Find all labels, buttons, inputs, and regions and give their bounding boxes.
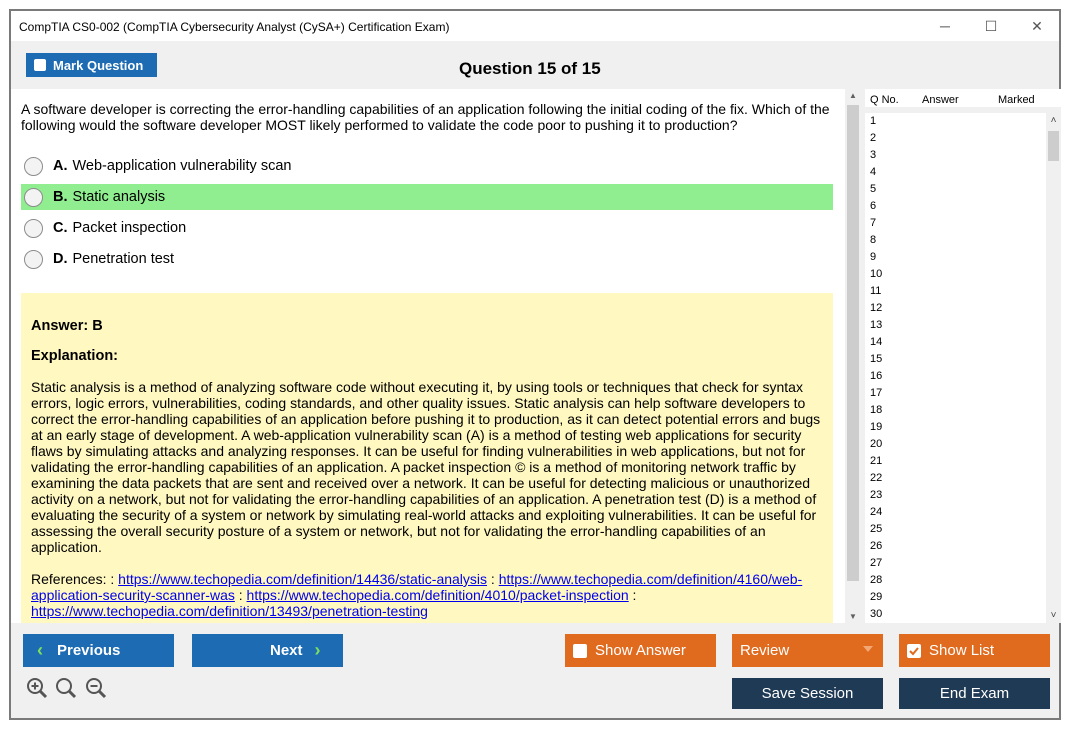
question-list-row[interactable]: 13: [870, 319, 883, 331]
option-text: Penetration test: [72, 251, 175, 267]
option-d[interactable]: [21, 246, 833, 272]
column-answer: Answer: [922, 94, 959, 106]
show-list-button[interactable]: [899, 634, 1050, 667]
option-text: Static analysis: [72, 189, 166, 205]
exam-window: [9, 9, 1061, 720]
question-list-row[interactable]: 3: [870, 149, 877, 161]
option-a[interactable]: [21, 153, 833, 179]
checkbox-checked-icon[interactable]: [907, 644, 921, 658]
question-list-row[interactable]: 10: [870, 268, 883, 280]
end-exam-button[interactable]: [899, 678, 1050, 709]
review-label: Review: [740, 642, 790, 659]
question-list-row[interactable]: 15: [870, 353, 883, 365]
question-list-row[interactable]: 5: [870, 183, 877, 195]
reference-separator: :: [234, 587, 247, 603]
checkbox-icon[interactable]: [573, 644, 587, 658]
reference-link[interactable]: https://www.techopedia.com/definition/4160/web-application-security-scanner-was: [31, 571, 803, 603]
question-list-row[interactable]: 25: [870, 523, 883, 535]
column-marked: Marked: [998, 94, 1035, 106]
zoom-reset-icon[interactable]: [55, 677, 77, 699]
references-label: References: :: [31, 571, 119, 587]
review-dropdown[interactable]: [732, 634, 883, 667]
question-list-row[interactable]: 18: [870, 404, 883, 416]
question-list-row[interactable]: 7: [870, 217, 877, 229]
save-session-button[interactable]: [732, 678, 883, 709]
next-label: Next: [270, 642, 303, 659]
scroll-up-icon[interactable]: ▲: [849, 91, 857, 100]
scroll-thumb[interactable]: [1048, 131, 1059, 161]
content-scrollbar[interactable]: [845, 89, 861, 623]
radio-icon[interactable]: [24, 219, 43, 238]
show-answer-button[interactable]: [565, 634, 716, 667]
reference-link[interactable]: https://www.techopedia.com/definition/4010/packet-inspection: [246, 587, 629, 603]
title-bar: [11, 11, 1059, 41]
checkbox-icon: [34, 59, 46, 71]
question-list-row[interactable]: 24: [870, 506, 883, 518]
question-list-row[interactable]: 22: [870, 472, 883, 484]
question-toolbar: [11, 41, 861, 89]
question-list-row[interactable]: 11: [870, 285, 882, 297]
chevron-down-icon[interactable]: ˅: [1050, 610, 1057, 621]
option-b[interactable]: [21, 184, 833, 210]
save-session-label: Save Session: [761, 685, 854, 702]
radio-icon[interactable]: [24, 157, 43, 176]
question-list-row[interactable]: 29: [870, 591, 883, 603]
question-list-row[interactable]: 28: [870, 574, 883, 586]
next-button[interactable]: [192, 634, 343, 667]
reference-link[interactable]: https://www.techopedia.com/definition/13493/penetration-testing: [31, 603, 428, 619]
explanation-heading: Explanation:: [31, 348, 119, 364]
question-list-row[interactable]: 17: [870, 387, 883, 399]
previous-label: Previous: [57, 642, 121, 659]
zoom-in-icon[interactable]: [26, 677, 48, 699]
minimize-button[interactable]: ─: [940, 18, 950, 34]
question-text: A software developer is correcting the error-handling capabilities of an application following the initial coding of the fix. Which of the following would the software developer MOST likely performed to validate the code poor to pushing it to production?: [21, 101, 830, 133]
question-list-row[interactable]: 20: [870, 438, 883, 450]
question-list-row[interactable]: 2: [870, 132, 877, 144]
zoom-out-icon[interactable]: [85, 677, 107, 699]
question-list-row[interactable]: 19: [870, 421, 883, 433]
window-title: CompTIA CS0-002 (CompTIA Cybersecurity Analyst (CySA+) Certification Exam): [19, 20, 450, 34]
show-answer-label: Show Answer: [595, 642, 686, 659]
close-button[interactable]: ✕: [1031, 18, 1043, 34]
chevron-up-icon[interactable]: ˄: [1050, 115, 1057, 126]
previous-button[interactable]: [23, 634, 174, 667]
maximize-button[interactable]: ☐: [984, 18, 998, 34]
option-text: Packet inspection: [72, 220, 187, 236]
question-content: [11, 89, 861, 623]
option-letter: A.: [53, 158, 68, 174]
question-list-row[interactable]: 14: [870, 336, 883, 348]
question-list-row[interactable]: 1: [870, 115, 877, 127]
column-qno: Q No.: [870, 94, 899, 106]
question-list-row[interactable]: 30: [870, 608, 883, 620]
answer-label: Answer: B: [31, 318, 103, 334]
question-list-row[interactable]: 23: [870, 489, 883, 501]
radio-icon[interactable]: [24, 250, 43, 269]
scroll-down-icon[interactable]: ▼: [849, 612, 857, 621]
question-list-row[interactable]: 6: [870, 200, 877, 212]
question-list-row[interactable]: 12: [870, 302, 883, 314]
reference-separator: :: [487, 571, 499, 587]
end-exam-label: End Exam: [939, 685, 1010, 702]
question-list-row[interactable]: 8: [870, 234, 877, 246]
mark-question-label: Mark Question: [53, 57, 144, 73]
chevron-right-icon: ›: [314, 640, 321, 660]
mark-question-button[interactable]: [26, 53, 157, 77]
question-counter: Question 15 of 15: [459, 59, 601, 78]
reference-link[interactable]: https://www.techopedia.com/definition/14436/static-analysis: [118, 571, 488, 587]
references: [31, 571, 823, 619]
question-list-row[interactable]: 26: [870, 540, 883, 552]
question-list-row[interactable]: 9: [870, 251, 877, 263]
explanation-text: Static analysis is a method of analyzing software code without executing it, by using tools or techniques that check for syntax errors, logic errors, vulnerabilities, coding standards, and other quality issues. Static analysis can help software developers to correct the error-handling capabilities of an application before pushing it to production, as it can detect potential errors and bugs at an early stage of development. A web-application vulnerability scan (A) is a method of testing web applications for security flaws by simulating attacks and analyzing responses. It can be useful for finding vulnerabilities in web applications, but not for validating the error-handling capabilities of an application. A packet inspection © is a method of monitoring network traffic by examining the data packets that are sent and received over a network. It can be useful for detecting malicious or unauthorized activity on a network, but not for validating the error-handling capabilities of an application. A penetration test (D) is a method of evaluating the security of a system or network by simulating real-world attacks and exploiting vulnerabilities. It can be useful for assessing the overall security posture of a system or network, but not for validating the error-handling capabilities of an application.: [31, 379, 821, 555]
chevron-left-icon: ‹: [37, 640, 43, 660]
radio-icon[interactable]: [24, 188, 43, 207]
question-list-row[interactable]: 21: [870, 455, 883, 467]
dropdown-arrow-icon[interactable]: [863, 646, 873, 652]
option-letter: D.: [53, 251, 68, 267]
option-c[interactable]: [21, 215, 833, 241]
scroll-thumb[interactable]: [847, 105, 859, 581]
question-list: [865, 113, 1046, 623]
explanation-panel: [21, 293, 833, 623]
question-list-row[interactable]: 27: [870, 557, 883, 569]
show-list-label: Show List: [929, 642, 995, 659]
question-list-panel: [863, 89, 1061, 623]
question-list-row[interactable]: 16: [870, 370, 883, 382]
question-list-header: [865, 89, 1061, 107]
question-list-row[interactable]: 4: [870, 166, 877, 178]
reference-separator: :: [628, 587, 637, 603]
question-list-scrollbar[interactable]: [1046, 113, 1061, 623]
option-letter: C.: [53, 220, 68, 236]
option-text: Web-application vulnerability scan: [72, 158, 292, 174]
option-letter: B.: [53, 189, 68, 205]
